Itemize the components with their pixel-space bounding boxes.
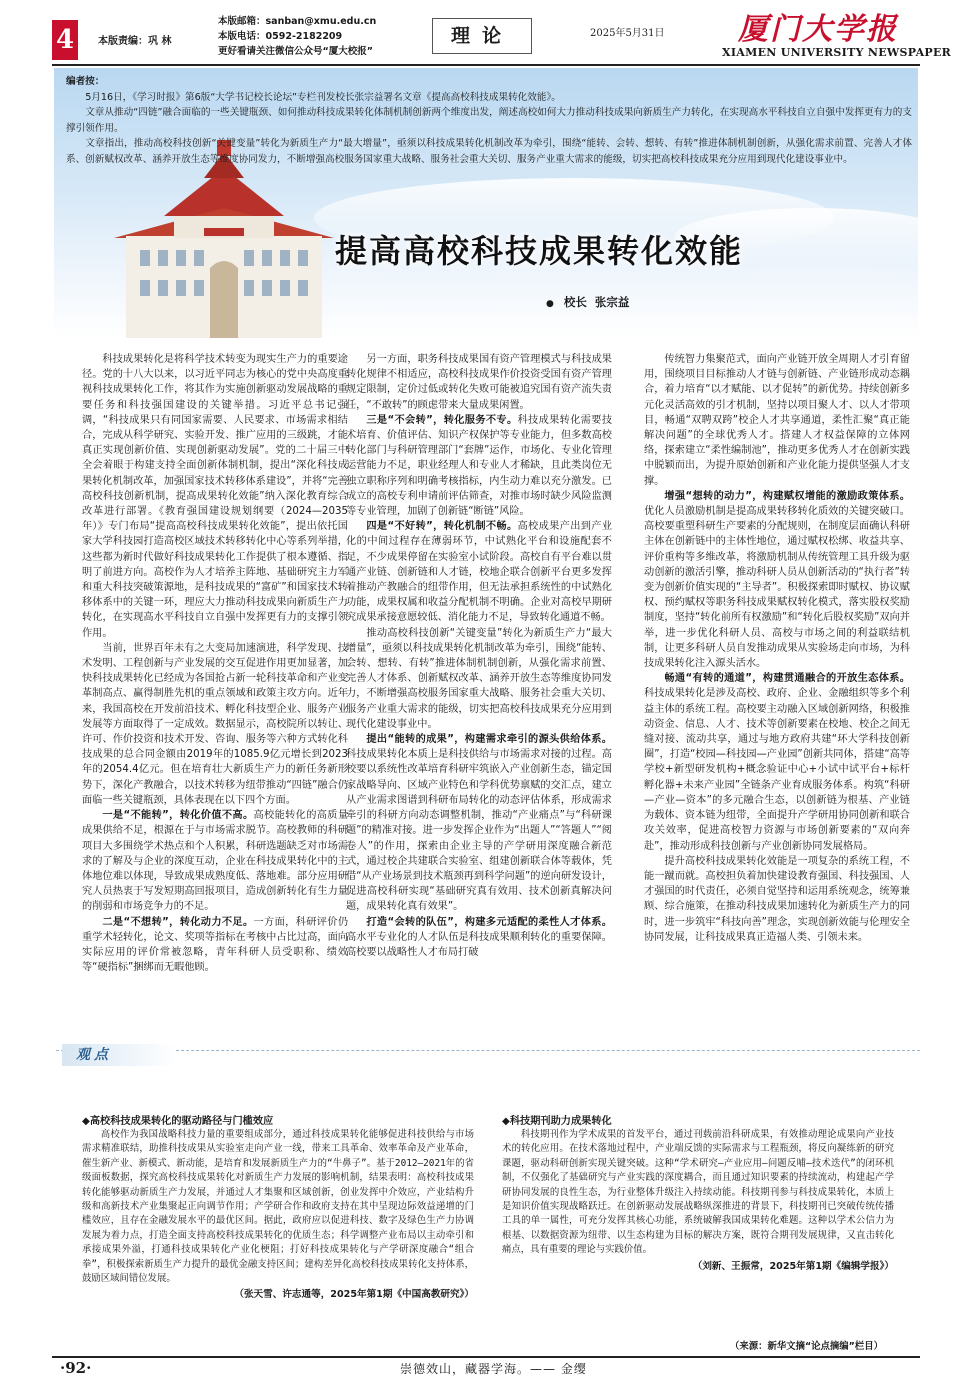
article-paragraph: 科技成果转化是将科学技术转变为现实生产力的重要途径。党的十八大以来，以习近平同志为核心的党中央高度重视科技成果转化工作，将其作为实施创新驱动发展战略的重要任务和科技强国建设的关键举措。习近平总书记强调，“科技成果只有同国家需要、人民要求、市场需求相结合，完成从科学研究、实验开发、推广应用的三级跳，才能真正实现创新价值、实现创新驱动发展”。党的二十届三中全会着眼于构建支持全面创新体制机制，提出“深化科技成果转化机制改革，加强国家技术转移体系建设”，并将“完善高校科技创新机制，提高成果转化效能”纳入深化教育综合改革进行部署。《教育强国建设规划纲要（2024—2035年）》专门布局“提高高校科技成果转化效能”，提出依托国家大学科技园打造高校区域技术转移转化中心等系列举措，这些都为新时代做好科技成果转化工作提供了根本遵循、指明了前进方向。高校作为人才培养主阵地、基础研究主力军和重大科技突破策源地，是科技成果的“富矿”和国家技术转移体系中的关键一环，理应大力推动科技成果向新质生产力转化，在实现高水平科技自立自强中发挥更有力的支撑引领作用。 — [82, 354, 348, 639]
article-paragraph: 增强“想转的动力”，构建赋权增能的激励政策体系。优化人员激励机制是提高成果转移转化质效的关键突破口。高校要重塑科研生产要素的分配规则，在制度层面确认科研主体在创新链中的主体性地位，通过赋权松绑、收益共享、评价重构等多维改革，将激励机制从传统管理工具升级为驱动创新的激活引擎，推动科研人员从创新活动的“执行者”转变为创新价值实现的“主导者”。积极探索即时赋权、协议赋权、预约赋权等职务科技成果赋权转化模式，落实股权奖励制度，坚持“转化前所有权激励”和“转化后股权奖励”双向并举，进一步优化科研人员、高校与市场之间的利益联结机制，让更多科研人员自发推动成果从实验场走向市场，为科技成果转化注入源头活水。 — [644, 490, 910, 670]
article-paragraph: 传统智力集聚范式，面向产业链开放全周期人才引育留用，围绕项目目标推动人才链与创新链、产业链形成动态耦合，着力培育“以才赋能、以才促转”的新优势。持续创新多元化灵活高效的引才机制，坚持以项目聚人才、以人才带项目，畅通“双聘双跨”校企人才共享通道，柔性汇聚“真正能解决问题”的全球优秀人才。搭建人才权益保障的立体网络，探索建立“柔性编制池”，推动更多优秀人才在创新实践中脱颖而出，为提升原始创新和产业化能力提供坚强人才支撑。 — [644, 354, 910, 487]
lead-in-phrase: 三是“不会转”，转化服务不专。 — [366, 414, 518, 426]
editor-note-paragraph: 5月16日，《学习时报》第6版“大学书记校长论坛”专栏刊发校长张宗益署名文章《提高高校科技成果转化效能》。 — [85, 91, 561, 103]
contact-info — [218, 14, 376, 59]
article-paragraph: 畅通“有转的通道”，构建贯通融合的开放生态体系。科技成果转化是涉及高校、政府、企业、金融组织等多个利益主体的系统工程。高校要主动融入区域创新网络，积极推动资金、信息、人才、技术等创新要素在校地、校企之间无缝对接、流动共享，通过与地方政府共建“环大学科技创新圈”，打造“校园—科技园—产业园”创新共同体，搭建“高等学校+新型研发机构+概念验证中心+小试中试平台+标杆孵化器+未来产业园”全链条产业育成服务体系。构筑“科研—产业—资本”的多元融合生态，以创新链为根基、产业链为载体、资本链为纽带，全面提升产学研用协同创新和联合攻关效率，促进高校智力资源与市场创新要素的“双向奔赴”，推动形成科技创新与产业创新协同发展格局。 — [644, 673, 910, 852]
lead-in-phrase: 四是“不好转”，转化机制不畅。 — [366, 521, 518, 533]
contact-wechat: 更好看请关注微信公众号“厦大校报” — [218, 46, 373, 57]
article-paragraph: 提出“能转的成果”，构建需求牵引的源头供给体系。科技成果转化本质上是科技供给与市场需求对接的过程。高校要以系统性改革培育科研牢筑嵌入产业创新生态，锚定国家战略导向、区域产业特色和学科优势禀赋的交汇点，建立从产业需求图谱到科研布局转化的动态评估体系，形成需求牵引的科研方向动态调整机制，推动“产业痛点”与“科研课题”的精准对接。进一步发挥企业作为“出题人”“答题人”“阅卷人”的作用，探索由企业主导的产学研用深度融合新范式，通过校企共建联合实验室、组建创新联合体等载体，凭借“从产业场景到技术瓶颈再到科学问题”的逆向研发设计，促进高校科研实现“基础研究真有效用、技术创新真解决问题，成果转化真有效果”。 — [346, 734, 612, 913]
lead-in-phrase: 打造“会转的队伍”，构建多元适配的柔性人才体系。 — [366, 916, 612, 928]
article-paragraph: 当前，世界百年未有之大变局加速演进，科学发现、技术发明、工程创新与产业发展的交互促进作用更加显著，加快科技成果转化已经成为各国抢占新一轮科技革命和产业变革制高点、赢得制胜先机的重点领域和政策主攻方向。近年来，我国高校在开发前沿技术、孵化科技型企业、服务产业发展等方面取得了一定成效。数据显示，高校院所以转让、许可、作价投资和技术开发、咨询、服务等六种方式转化科技成果的总合同金额由2019年的1085.9亿元增长到2023年的2054.4亿元。但在培育壮大新质生产力的新任务新形势下，深化产教融合，以技术转移为纽带推动“四链”融合仍面临一些关键瓶颈，具体表现在以下四个方面。 — [82, 642, 348, 806]
viewpoint-credit: （来源：新华文摘“论点摘编”栏目） — [730, 1341, 883, 1352]
article-paragraph: 二是“不想转”，转化动力不足。一方面，科研评价仍重学术轻转化，论文、奖项等指标在考核中占比过高，面向实际应用的评价常被忽略，青年科研人员受职称、绩效等“硬指标”捆绑而无暇他顾。 — [82, 916, 349, 974]
viewpoint-body: 科技期刊作为学术成果的首发平台，通过刊载前沿科研成果，有效推动理论成果向产业技术的转化应用。在技术落地过程中，产业端反馈的实际需求与工程瓶颈，将反向凝练新的研究课题，驱动科研创新实现关键突破。这种“学术研究—产业应用—问题反哺—技术迭代”的闭环机制，不仅强化了基础研究与产业实践的深度耦合，而且通过知识要素的持续流动，构建起产学研协同发展的良性生态，为行业整体升级注入持续动能。科技期刊参与科技成果转化，本质上是知识价值实现战略跃迁。在创新驱动发展战略纵深推进的背景下，科技期刊已突破传统传播工具的单一属性，可充分发挥其核心功能，系统破解我国成果转化难题。这种以学术公信力为根基、以数据资源为纽带、以生态构建为目标的解决方案，既符合期刊发展规律，又直击转化痛点，具有重要的理论与实践价值。 — [502, 1129, 894, 1256]
footer-page-number: ·92· — [60, 1359, 92, 1377]
bullet-icon: ● — [546, 299, 554, 309]
editor-note-title: 编者按： — [66, 76, 105, 87]
contact-phone: 本版电话：0592-2182209 — [218, 31, 343, 42]
article-paragraph: 一是“不能转”，转化价值不高。高校能转化的高质量成果供给不足，根源在于与市场需求脱节。高校教师的科研项目大多围绕学术热点和个人积累，科研选题缺乏对市场需求的了解及与企业的深度互动，企业在科技成果转化中的主体地位难以体现，导致成果成熟度低、落地难。部分应用研究人员热衷于写发短期高回报项目，造成创新转化有生力量的削弱和市场竞争力的不足。 — [82, 810, 349, 913]
article-column-1 — [82, 352, 348, 975]
article-title: 提高高校科技成果转化效能 — [335, 232, 744, 270]
lead-in-phrase: 二是“不想转”，转化动力不足。 — [102, 916, 254, 928]
article-paragraph: 打造“会转的队伍”，构建多元适配的柔性人才体系。高水平专业化的人才队伍是科技成果顺利转化的重要保障。高校要以战略性人才布局打破 — [346, 916, 612, 958]
viewpoint-left — [82, 1112, 474, 1300]
lead-in-phrase: 增强“想转的动力”，构建赋权增能的激励政策体系。 — [664, 490, 910, 502]
byline-name: 张宗益 — [594, 295, 630, 309]
article-paragraph: 提升高校科技成果转化效能是一项复杂的系统工程，不能一蹴而就。高校担负着加快建设教育强国、科技强国、人才强国的时代责任，必须自觉坚持和运用系统观念，统筹兼顾、综合施策，在推动科技成果加速转化为新质生产力的同时，进一步筑牢“科技向善”理念，实现创新效能与伦理安全协同发展，让科技成果真正造福人类、引领未来。 — [644, 855, 910, 943]
article-paragraph: 四是“不好转”，转化机制不畅。高校成果产出到产业化的中间过程存在薄弱环节，中试熟化平台和设施配套不足，不少成果停留在实验室小试阶段。高校自有平台难以贯通产业链、创新链和人才链，校地企联合创新平台更多发挥着推动产教融合的纽带作用，但无法承担系统性的中试熟化功能，成果权属和收益分配机制不明确。企业对高校早期研究成果承接意愿较低、消化能力不足，导致转化通道不畅。 — [346, 521, 613, 624]
masthead-rule — [52, 64, 920, 66]
contact-email: 本版邮箱：sanban@xmu.edu.cn — [218, 16, 377, 27]
viewpoint-heading: ◆高校科技成果转化的驱动路径与门槛效应 — [82, 1116, 274, 1127]
issue-date: 2025年5月31日 — [590, 28, 665, 39]
footer-motto: 崇德效山，藏器学海。—— 金缨 — [400, 1362, 587, 1376]
viewpoint-right — [502, 1112, 894, 1272]
viewpoint-heading: ◆科技期刊助力成果转化 — [502, 1116, 612, 1127]
newspaper-logo: 厦门大学报 — [738, 12, 898, 47]
editor-note-paragraph: 文章从推动“四链”融合面临的一些关键瓶颈、如何推动科技成果转化体制机制创新两个维度出发，阐述高校如何大力推动科技成果向新质生产力转化，在实现高水平科技自立自强中发挥更有力的支撑引领作用。 — [66, 107, 912, 134]
newspaper-logo-en: XIAMEN UNIVERSITY NEWSPAPER — [722, 46, 952, 59]
page-editor: 本版责编：巩 林 — [98, 36, 172, 47]
lead-in-phrase: 一是“不能转”，转化价值不高。 — [102, 810, 254, 822]
article-paragraph: 另一方面，职务科技成果国有资产管理模式与科技成果转化规律不相适应，高校科技成果作价投资受国有资产管理规定限制，定价过低或转化失败可能被追究国有资产流失责任，“不敢转”的顾虑带来大量成果闲置。 — [346, 354, 612, 411]
viewpoint-source: （刘新、王振常，2025年第1期《编辑学报》） — [692, 1260, 894, 1272]
page-number: 4 — [52, 20, 78, 60]
byline-role: 校长 — [563, 295, 587, 309]
viewpoint-tag: 观点 — [62, 1044, 176, 1066]
editor-note-paragraph: 文章指出，推动高校科技创新“关键变量”转化为新质生产力“最大增量”，亟须以科技成果转化机制改革为牵引，围绕“能转、会转、想转、有转”推进体制机制创新，从强化需求前置、完善人才体系、创新赋权改革、涵养开放生态等维度协同发力，不断增强高校服务国家重大战略、服务社会重大关切、服务产业重大需求的能级，切实把高校科技成果充分应用到现代化建设事业中。 — [66, 138, 912, 165]
viewpoint-source: （张天雪、许志通等，2025年第1期《中国高教研究》） — [234, 1289, 474, 1301]
byline — [546, 294, 629, 310]
lead-in-phrase: 畅通“有转的通道”，构建贯通融合的开放生态体系。 — [664, 673, 910, 685]
viewpoint-body: 高校作为我国战略科技力量的重要组成部分，通过科技成果转化能够促进科技供给与市场需求精准联结，助推科技成果从实验室走向产业一线，带来工具革命、效率革命及产业革命，催生新产业、新模式、新动能，是培育和发展新质生产力的“牛鼻子”。基于2012—2021年的省级面板数据，探究高校科技成果转化对新质生产力发展的影响机制，结果表明：高校科技成果转化能够驱动新质生产力发展，并通过人才集聚和区域创新，创业发挥中介效应，产业结构升级和高新技术产业集聚起正向调节作用；产学研合作和政府支持在其中呈现边际效益递增的门槛效应，且存在金融发展水平的最优区间。据此，政府应以促进科技、数字及绿色生产力协调发展为着力点，打造全面支持高校科技成果转化的优质生态；科学调整产业布局以主动牵引和承接成果外溢，打通科技成果转化产业化梗阻；打好科技成果转化与产学研深度融合“组合拳”，积极探索新质生产力提升的最优金融支持区间；建构差异化高校科技成果转化支持体系，鼓励区域间错位发展。 — [82, 1129, 474, 1285]
article-paragraph: 推动高校科技创新“关键变量”转化为新质生产力“最大增量”，亟须以科技成果转化机制改革为牵引，围绕“能转、会转、想转、有转”推进体制机制创新，从强化需求前置、完善人才体系、创新赋权改革、涵养开放生态等维度协同发力，不断增强高校服务国家重大战略、服务社会重大关切、服务产业重大需求的能级，切实把高校科技成果充分应用到现代化建设事业中。 — [346, 627, 612, 730]
article-column-2 — [346, 352, 612, 960]
section-label: 理论 — [432, 18, 532, 54]
article-paragraph: 三是“不会转”，转化服务不专。科技成果转化需要技术培育、价值评估、知识产权保护等专业能力，但多数高校转化部门与科研管理部门“套牌”运作，市场化、专业化管理运营能力不足，职业经理人和专业人才稀缺，且此类岗位无独立职称序列和明确考核指标，内生动力难以充分激发。已成立的高校专利申请前评估筛查，对推市场时缺少风险监测等专业管理，加剧了创新链“断链”风险。 — [346, 414, 613, 518]
article-column-3 — [644, 352, 910, 945]
lead-in-phrase: 提出“能转的成果”，构建需求牵引的源头供给体系。 — [366, 734, 612, 746]
editor-note — [66, 74, 912, 168]
